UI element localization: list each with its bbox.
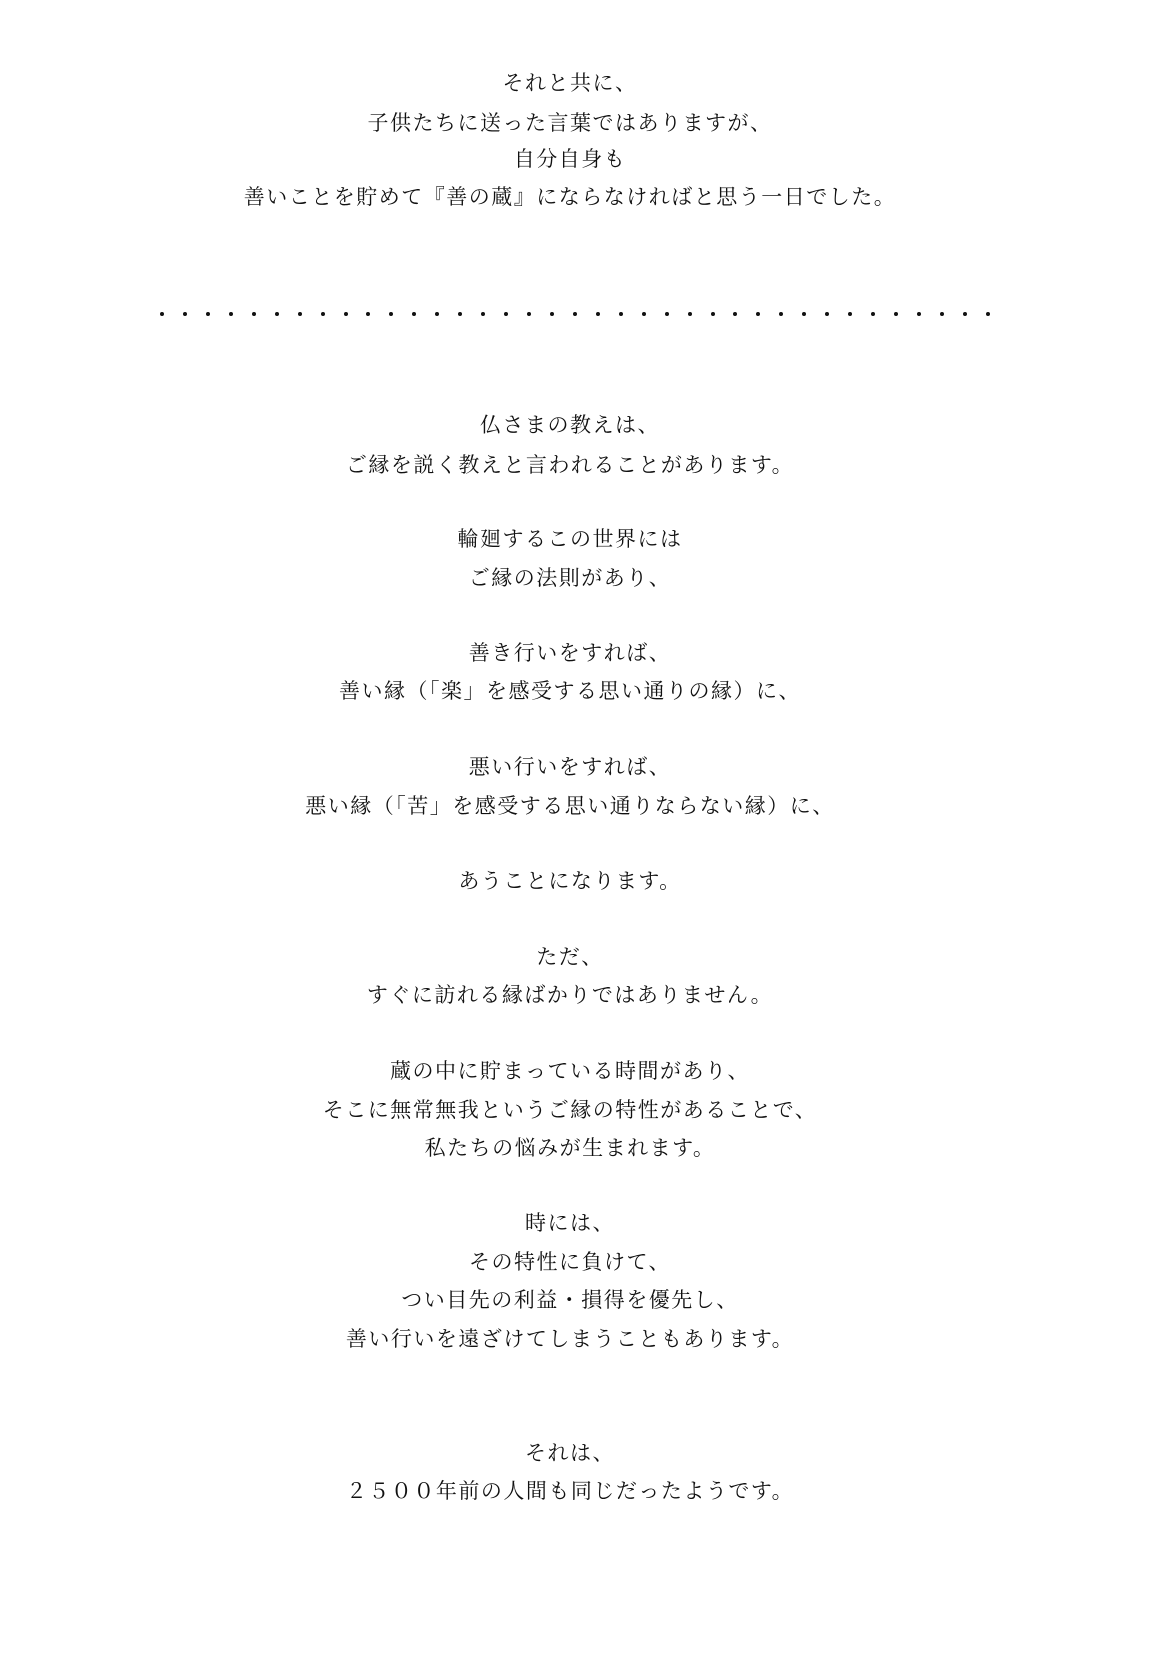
teaching-p1-line-2: ご縁を説く教えと言われることがあります。 xyxy=(345,453,795,477)
separator-dot xyxy=(642,312,646,316)
separator-dot xyxy=(573,312,577,316)
separator-dot xyxy=(779,312,783,316)
separator-dot xyxy=(229,312,233,316)
separator-dot xyxy=(527,312,531,316)
teaching-p1-line-1: 仏さまの教えは、 xyxy=(480,413,660,437)
separator-dot xyxy=(756,312,760,316)
teaching-p2-line-1: 輪廻するこの世界には xyxy=(457,527,683,551)
teaching-p2-line-2: ご縁の法則があり、 xyxy=(468,566,672,590)
separator-dot xyxy=(458,312,462,316)
separator-dot xyxy=(940,312,944,316)
separator-dot xyxy=(344,312,348,316)
teaching-p8-line-4: 善い行いを遠ざけてしまうこともあります。 xyxy=(345,1327,795,1351)
teaching-p4-line-1: 悪い行いをすれば、 xyxy=(468,755,672,779)
separator-dot xyxy=(619,312,623,316)
separator-dot xyxy=(504,312,508,316)
separator-dot xyxy=(275,312,279,316)
separator-dot xyxy=(596,312,600,316)
teaching-p3-line-2: 善い縁（「楽」を感受する思い通りの縁）に、 xyxy=(339,679,801,703)
separator-dot xyxy=(963,312,967,316)
teaching-p7-line-1: 蔵の中に貯まっている時間があり、 xyxy=(390,1059,750,1083)
separator-dot xyxy=(435,312,439,316)
teaching-p5-line-1: あうことになります。 xyxy=(458,869,682,893)
separator-dot xyxy=(871,312,875,316)
separator-dot xyxy=(825,312,829,316)
teaching-p8-line-2: その特性に負けて、 xyxy=(468,1250,672,1274)
separator-dot xyxy=(848,312,852,316)
teaching-p6-line-2: すぐに訪れる縁ばかりではありません。 xyxy=(366,983,774,1007)
teaching-p7-line-2: そこに無常無我というご縁の特性があることで、 xyxy=(322,1098,818,1122)
separator-dot xyxy=(252,312,256,316)
separator-dot xyxy=(321,312,325,316)
teaching-p8-line-3: つい目先の利益・損得を優先し、 xyxy=(401,1288,739,1312)
dotted-separator xyxy=(160,312,990,316)
intro-line-3: 自分自身も xyxy=(513,147,627,171)
separator-dot xyxy=(206,312,210,316)
separator-dot xyxy=(665,312,669,316)
separator-dot xyxy=(688,312,692,316)
separator-dot xyxy=(894,312,898,316)
separator-dot xyxy=(481,312,485,316)
separator-dot xyxy=(298,312,302,316)
teaching-p7-line-3: 私たちの悩みが生まれます。 xyxy=(424,1136,716,1160)
teaching-p4-line-2: 悪い縁（「苦」を感受する思い通りならない縁）に、 xyxy=(305,794,835,818)
teaching-p8-line-1: 時には、 xyxy=(525,1211,615,1235)
separator-dot xyxy=(802,312,806,316)
intro-line-2: 子供たちに送った言葉ではありますが、 xyxy=(367,111,773,135)
teaching-p9-line-1: それは、 xyxy=(525,1441,615,1465)
separator-dot xyxy=(711,312,715,316)
separator-dot xyxy=(917,312,921,316)
separator-dot xyxy=(160,312,164,316)
intro-line-4: 善いことを貯めて『善の蔵』にならなければと思う一日でした。 xyxy=(243,185,897,209)
separator-dot xyxy=(412,312,416,316)
teaching-p6-line-1: ただ、 xyxy=(536,945,604,969)
teaching-p9-line-2: ２５００年前の人間も同じだったようです。 xyxy=(345,1479,795,1503)
separator-dot xyxy=(733,312,737,316)
intro-line-1: それと共に、 xyxy=(502,71,638,95)
separator-dot xyxy=(550,312,554,316)
teaching-p3-line-1: 善き行いをすれば、 xyxy=(468,641,672,665)
separator-dot xyxy=(366,312,370,316)
separator-dot xyxy=(986,312,990,316)
separator-dot xyxy=(389,312,393,316)
separator-dot xyxy=(183,312,187,316)
